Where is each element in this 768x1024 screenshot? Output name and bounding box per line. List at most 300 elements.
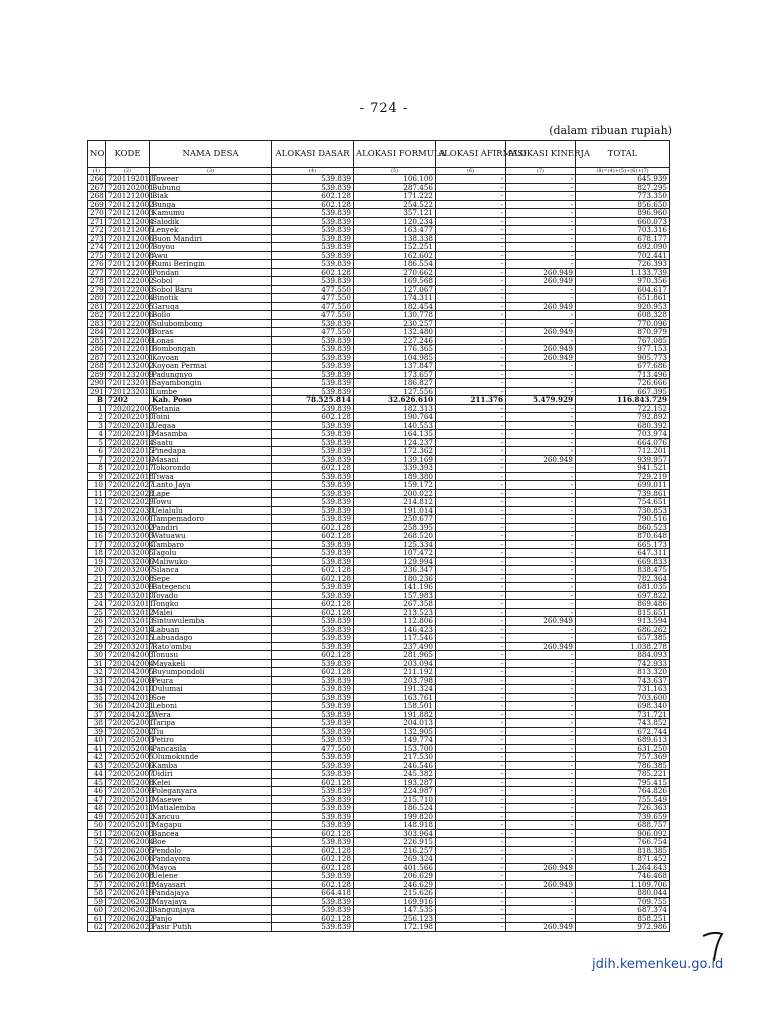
row-total: 795.415 bbox=[576, 778, 670, 787]
row-alokasi-kinerja: 260.949 bbox=[506, 345, 576, 354]
row-kode: 7202032004 bbox=[106, 540, 150, 549]
row-no: 36 bbox=[88, 702, 106, 711]
row-alokasi-kinerja: - bbox=[506, 659, 576, 668]
row-total: 939.957 bbox=[576, 455, 670, 464]
row-kode: 7201212001 bbox=[106, 192, 150, 201]
row-alokasi-dasar: 539.839 bbox=[272, 370, 354, 379]
table-row bbox=[88, 243, 670, 252]
row-nama-desa: Kab. Poso bbox=[150, 396, 272, 405]
row-nama-desa: Sobol bbox=[150, 277, 272, 286]
row-alokasi-formula: 215.626 bbox=[354, 889, 436, 898]
row-alokasi-afirmasi: - bbox=[436, 549, 506, 558]
row-kode: 7202032017 bbox=[106, 642, 150, 651]
row-nama-desa: Pandayora bbox=[150, 855, 272, 864]
row-kode: 7202062008 bbox=[106, 872, 150, 881]
row-kode: 7201222004 bbox=[106, 294, 150, 303]
row-nama-desa: Pancasila bbox=[150, 744, 272, 753]
row-no: 47 bbox=[88, 795, 106, 804]
row-alokasi-kinerja: - bbox=[506, 404, 576, 413]
row-alokasi-kinerja: - bbox=[506, 489, 576, 498]
row-alokasi-kinerja: - bbox=[506, 651, 576, 660]
row-total: 818.385 bbox=[576, 846, 670, 855]
row-alokasi-formula: 152.251 bbox=[354, 243, 436, 252]
row-no: 30 bbox=[88, 651, 106, 660]
row-alokasi-kinerja: - bbox=[506, 591, 576, 600]
row-alokasi-kinerja: 260.949 bbox=[506, 880, 576, 889]
row-alokasi-kinerja: - bbox=[506, 549, 576, 558]
row-alokasi-kinerja: 260.949 bbox=[506, 302, 576, 311]
row-nama-desa: Toweer bbox=[150, 175, 272, 184]
row-alokasi-afirmasi: - bbox=[436, 532, 506, 541]
row-kode: 7202032010 bbox=[106, 591, 150, 600]
table-row bbox=[88, 600, 670, 609]
row-alokasi-formula: 254.522 bbox=[354, 200, 436, 209]
row-no: 8 bbox=[88, 464, 106, 473]
row-alokasi-dasar: 539.839 bbox=[272, 557, 354, 566]
table-row bbox=[88, 362, 670, 371]
row-kode: 7202042010 bbox=[106, 685, 150, 694]
row-alokasi-kinerja: - bbox=[506, 472, 576, 481]
row-alokasi-afirmasi: - bbox=[436, 302, 506, 311]
row-alokasi-afirmasi: - bbox=[436, 200, 506, 209]
row-alokasi-dasar: 539.839 bbox=[272, 897, 354, 906]
row-total: 709.755 bbox=[576, 897, 670, 906]
row-nama-desa: Kamba bbox=[150, 761, 272, 770]
header-alokasi-formula: ALOKASI FORMULA bbox=[354, 141, 436, 168]
row-alokasi-formula: 104.985 bbox=[354, 353, 436, 362]
row-alokasi-dasar: 539.839 bbox=[272, 659, 354, 668]
row-alokasi-afirmasi: - bbox=[436, 642, 506, 651]
row-nama-desa: Toini bbox=[150, 413, 272, 422]
row-alokasi-kinerja: - bbox=[506, 319, 576, 328]
row-total: 687.374 bbox=[576, 906, 670, 915]
row-alokasi-dasar: 602.128 bbox=[272, 778, 354, 787]
row-alokasi-kinerja: - bbox=[506, 209, 576, 218]
row-alokasi-kinerja: - bbox=[506, 855, 576, 864]
row-nama-desa: Labuadago bbox=[150, 634, 272, 643]
row-total: 665.173 bbox=[576, 540, 670, 549]
row-total: 697.822 bbox=[576, 591, 670, 600]
row-kode: 7202062019 bbox=[106, 889, 150, 898]
row-alokasi-dasar: 539.839 bbox=[272, 642, 354, 651]
table-row bbox=[88, 319, 670, 328]
row-no: 283 bbox=[88, 319, 106, 328]
row-alokasi-formula: 199.820 bbox=[354, 812, 436, 821]
row-alokasi-kinerja: - bbox=[506, 753, 576, 762]
row-alokasi-afirmasi: - bbox=[436, 251, 506, 260]
row-alokasi-kinerja: - bbox=[506, 625, 576, 634]
row-alokasi-dasar: 602.128 bbox=[272, 413, 354, 422]
row-alokasi-dasar: 664.418 bbox=[272, 889, 354, 898]
table-row bbox=[88, 727, 670, 736]
row-no: 13 bbox=[88, 506, 106, 515]
row-kode: 7202062004 bbox=[106, 838, 150, 847]
row-nama-desa: Buon Mandiri bbox=[150, 234, 272, 243]
table-row bbox=[88, 923, 670, 932]
row-no: 35 bbox=[88, 693, 106, 702]
row-alokasi-kinerja: - bbox=[506, 498, 576, 507]
row-alokasi-kinerja: - bbox=[506, 175, 576, 184]
row-kode: 7201222002 bbox=[106, 277, 150, 286]
row-alokasi-dasar: 602.128 bbox=[272, 668, 354, 677]
row-nama-desa: Garuga bbox=[150, 302, 272, 311]
row-kode: 7202042003 bbox=[106, 651, 150, 660]
row-nama-desa: Tongko bbox=[150, 600, 272, 609]
row-no: 59 bbox=[88, 897, 106, 906]
row-kode: 7202052006 bbox=[106, 761, 150, 770]
row-alokasi-afirmasi: - bbox=[436, 294, 506, 303]
row-total: 702.441 bbox=[576, 251, 670, 260]
row-nama-desa: Biak bbox=[150, 192, 272, 201]
column-index: (3) bbox=[150, 168, 272, 175]
table-row bbox=[88, 617, 670, 626]
table-row bbox=[88, 685, 670, 694]
row-alokasi-afirmasi: - bbox=[436, 464, 506, 473]
row-kode: 7201212003 bbox=[106, 209, 150, 218]
row-nama-desa: Kancuu bbox=[150, 812, 272, 821]
row-alokasi-dasar: 539.839 bbox=[272, 234, 354, 243]
row-total: 792.892 bbox=[576, 413, 670, 422]
row-total: 604.617 bbox=[576, 285, 670, 294]
row-alokasi-dasar: 539.839 bbox=[272, 387, 354, 396]
header-alokasi-dasar: ALOKASI DASAR bbox=[272, 141, 354, 168]
row-no: 271 bbox=[88, 217, 106, 226]
row-alokasi-dasar: 602.128 bbox=[272, 855, 354, 864]
row-total: 860.523 bbox=[576, 523, 670, 532]
row-total: 972.986 bbox=[576, 923, 670, 932]
row-nama-desa: Pinedapa bbox=[150, 447, 272, 456]
row-no: 1 bbox=[88, 404, 106, 413]
row-alokasi-dasar: 539.839 bbox=[272, 838, 354, 847]
row-alokasi-formula: 230.257 bbox=[354, 319, 436, 328]
row-alokasi-formula: 206.629 bbox=[354, 872, 436, 881]
row-total: 726.363 bbox=[576, 804, 670, 813]
row-alokasi-dasar: 539.839 bbox=[272, 243, 354, 252]
row-alokasi-afirmasi: - bbox=[436, 260, 506, 269]
row-alokasi-kinerja: - bbox=[506, 413, 576, 422]
row-nama-desa: Lanto Jaya bbox=[150, 481, 272, 490]
row-alokasi-dasar: 539.839 bbox=[272, 804, 354, 813]
row-alokasi-formula: 189.380 bbox=[354, 472, 436, 481]
row-kode: 7202022028 bbox=[106, 489, 150, 498]
row-no: 12 bbox=[88, 498, 106, 507]
row-alokasi-afirmasi: - bbox=[436, 209, 506, 218]
row-kode: 7202032012 bbox=[106, 608, 150, 617]
row-nama-desa: Rumi Beringin bbox=[150, 260, 272, 269]
row-alokasi-formula: 246.629 bbox=[354, 880, 436, 889]
row-alokasi-afirmasi: - bbox=[436, 387, 506, 396]
row-alokasi-afirmasi: - bbox=[436, 226, 506, 235]
table-row bbox=[88, 209, 670, 218]
row-alokasi-formula: 258.395 bbox=[354, 523, 436, 532]
row-alokasi-dasar: 539.839 bbox=[272, 345, 354, 354]
row-kode: 7201222001 bbox=[106, 268, 150, 277]
row-alokasi-formula: 217.530 bbox=[354, 753, 436, 762]
row-kode: 7202032013 bbox=[106, 617, 150, 626]
table-row bbox=[88, 481, 670, 490]
row-kode: 7202022007 bbox=[106, 404, 150, 413]
row-alokasi-afirmasi: - bbox=[436, 421, 506, 430]
row-nama-desa: Betania bbox=[150, 404, 272, 413]
row-alokasi-dasar: 539.839 bbox=[272, 404, 354, 413]
row-nama-desa: Masamba bbox=[150, 430, 272, 439]
column-index: (8)=(4)+(5)+(6)+(7) bbox=[576, 168, 670, 175]
row-alokasi-kinerja: - bbox=[506, 294, 576, 303]
row-alokasi-kinerja: - bbox=[506, 736, 576, 745]
row-total: 977.153 bbox=[576, 345, 670, 354]
row-kode: 7201212009 bbox=[106, 260, 150, 269]
row-alokasi-afirmasi: - bbox=[436, 889, 506, 898]
row-alokasi-formula: 269.324 bbox=[354, 855, 436, 864]
row-alokasi-formula: 147.535 bbox=[354, 906, 436, 915]
row-kode: 7202062003 bbox=[106, 829, 150, 838]
row-kode: 7202052011 bbox=[106, 804, 150, 813]
row-alokasi-dasar: 477.550 bbox=[272, 285, 354, 294]
row-total: 678.177 bbox=[576, 234, 670, 243]
row-no: 23 bbox=[88, 591, 106, 600]
row-alokasi-dasar: 602.128 bbox=[272, 829, 354, 838]
row-kode: 7201212002 bbox=[106, 200, 150, 209]
row-alokasi-dasar: 539.839 bbox=[272, 906, 354, 915]
row-no: 41 bbox=[88, 744, 106, 753]
row-nama-desa: Tonusu bbox=[150, 651, 272, 660]
row-nama-desa: Petiro bbox=[150, 736, 272, 745]
row-alokasi-formula: 158.501 bbox=[354, 702, 436, 711]
row-no: 57 bbox=[88, 880, 106, 889]
row-alokasi-formula: 182.313 bbox=[354, 404, 436, 413]
row-alokasi-kinerja: - bbox=[506, 574, 576, 583]
row-alokasi-formula: 401.566 bbox=[354, 863, 436, 872]
row-alokasi-formula: 127.067 bbox=[354, 285, 436, 294]
row-nama-desa: Koyoan bbox=[150, 353, 272, 362]
row-no: 286 bbox=[88, 345, 106, 354]
row-alokasi-dasar: 539.839 bbox=[272, 634, 354, 643]
row-alokasi-afirmasi: - bbox=[436, 183, 506, 192]
row-kode: 7202062020 bbox=[106, 897, 150, 906]
row-no: 37 bbox=[88, 710, 106, 719]
row-no: 282 bbox=[88, 311, 106, 320]
row-alokasi-dasar: 539.839 bbox=[272, 472, 354, 481]
row-alokasi-dasar: 539.839 bbox=[272, 676, 354, 685]
row-nama-desa: Wera bbox=[150, 710, 272, 719]
row-alokasi-formula: 163.477 bbox=[354, 226, 436, 235]
row-alokasi-dasar: 602.128 bbox=[272, 566, 354, 575]
row-alokasi-afirmasi: - bbox=[436, 685, 506, 694]
row-alokasi-afirmasi: - bbox=[436, 914, 506, 923]
row-alokasi-afirmasi: - bbox=[436, 634, 506, 643]
row-alokasi-formula: 256.123 bbox=[354, 914, 436, 923]
row-no: 58 bbox=[88, 889, 106, 898]
row-alokasi-kinerja: 5.479.929 bbox=[506, 396, 576, 405]
row-no: 275 bbox=[88, 251, 106, 260]
row-kode: 7202052009 bbox=[106, 787, 150, 796]
row-nama-desa: Mayoa bbox=[150, 863, 272, 872]
row-nama-desa: Uelene bbox=[150, 872, 272, 881]
row-total: 790.516 bbox=[576, 515, 670, 524]
row-alokasi-formula: 357.121 bbox=[354, 209, 436, 218]
row-alokasi-dasar: 539.839 bbox=[272, 277, 354, 286]
row-kode: 7202 bbox=[106, 396, 150, 405]
row-total: 870.979 bbox=[576, 328, 670, 337]
footer-link[interactable]: jdih.kemenkeu.go.id bbox=[592, 957, 724, 972]
row-alokasi-afirmasi: - bbox=[436, 591, 506, 600]
row-alokasi-formula: 281.965 bbox=[354, 651, 436, 660]
row-alokasi-dasar: 539.839 bbox=[272, 455, 354, 464]
row-kode: 7202042009 bbox=[106, 676, 150, 685]
row-alokasi-formula: 215.710 bbox=[354, 795, 436, 804]
row-no: 5 bbox=[88, 438, 106, 447]
row-alokasi-afirmasi: - bbox=[436, 795, 506, 804]
row-nama-desa: Bollo bbox=[150, 311, 272, 320]
row-no: 14 bbox=[88, 515, 106, 524]
row-alokasi-dasar: 539.839 bbox=[272, 693, 354, 702]
row-no: 52 bbox=[88, 838, 106, 847]
row-nama-desa: Koyoan Permai bbox=[150, 362, 272, 371]
row-nama-desa: Sulubombong bbox=[150, 319, 272, 328]
row-alokasi-afirmasi: - bbox=[436, 880, 506, 889]
row-no: 26 bbox=[88, 617, 106, 626]
row-total: 757.369 bbox=[576, 753, 670, 762]
row-nama-desa: Bancea bbox=[150, 829, 272, 838]
row-alokasi-afirmasi: - bbox=[436, 328, 506, 337]
table-row bbox=[88, 345, 670, 354]
row-alokasi-afirmasi: - bbox=[436, 600, 506, 609]
row-alokasi-formula: 204.013 bbox=[354, 719, 436, 728]
row-total: 730.853 bbox=[576, 506, 670, 515]
header-kode: KODE bbox=[106, 141, 150, 168]
table-row bbox=[88, 829, 670, 838]
table-row bbox=[88, 311, 670, 320]
row-alokasi-kinerja: - bbox=[506, 540, 576, 549]
row-total: 815.651 bbox=[576, 608, 670, 617]
row-nama-desa: Lenyek bbox=[150, 226, 272, 235]
header-no: NO bbox=[88, 141, 106, 168]
row-total: 731.163 bbox=[576, 685, 670, 694]
row-kode: 7201222009 bbox=[106, 336, 150, 345]
row-no: 61 bbox=[88, 914, 106, 923]
row-alokasi-afirmasi: - bbox=[436, 515, 506, 524]
row-alokasi-dasar: 539.839 bbox=[272, 506, 354, 515]
row-alokasi-dasar: 602.128 bbox=[272, 600, 354, 609]
row-total: 782.364 bbox=[576, 574, 670, 583]
row-nama-desa: Bangunjaya bbox=[150, 906, 272, 915]
row-nama-desa: Mayasari bbox=[150, 880, 272, 889]
row-alokasi-dasar: 539.839 bbox=[272, 226, 354, 235]
row-nama-desa: Lape bbox=[150, 489, 272, 498]
row-alokasi-kinerja: 260.949 bbox=[506, 268, 576, 277]
row-total: 712.201 bbox=[576, 447, 670, 456]
row-no: 284 bbox=[88, 328, 106, 337]
row-alokasi-afirmasi: - bbox=[436, 413, 506, 422]
row-alokasi-kinerja: - bbox=[506, 778, 576, 787]
row-no: 43 bbox=[88, 761, 106, 770]
row-alokasi-formula: 153.700 bbox=[354, 744, 436, 753]
row-alokasi-formula: 227.246 bbox=[354, 336, 436, 345]
row-nama-desa: Salodik bbox=[150, 217, 272, 226]
row-alokasi-formula: 124.237 bbox=[354, 438, 436, 447]
table-row bbox=[88, 804, 670, 813]
row-alokasi-afirmasi: - bbox=[436, 498, 506, 507]
row-alokasi-afirmasi: - bbox=[436, 659, 506, 668]
row-no: 7 bbox=[88, 455, 106, 464]
row-alokasi-afirmasi: - bbox=[436, 693, 506, 702]
row-kode: 7202062018 bbox=[106, 880, 150, 889]
row-alokasi-formula: 237.490 bbox=[354, 642, 436, 651]
column-index: (6) bbox=[436, 168, 506, 175]
row-total: 726.666 bbox=[576, 379, 670, 388]
row-alokasi-formula: 190.764 bbox=[354, 413, 436, 422]
table-row bbox=[88, 668, 670, 677]
row-nama-desa: Magapu bbox=[150, 821, 272, 830]
row-no: 9 bbox=[88, 472, 106, 481]
table-row bbox=[88, 379, 670, 388]
row-nama-desa: Towu bbox=[150, 498, 272, 507]
table-row bbox=[88, 226, 670, 235]
row-nama-desa: Binotik bbox=[150, 294, 272, 303]
row-nama-desa: Tambaro bbox=[150, 540, 272, 549]
row-alokasi-afirmasi: - bbox=[436, 744, 506, 753]
row-total: 647.311 bbox=[576, 549, 670, 558]
row-no: 21 bbox=[88, 574, 106, 583]
table-row bbox=[88, 464, 670, 473]
row-alokasi-dasar: 539.839 bbox=[272, 430, 354, 439]
row-alokasi-kinerja: - bbox=[506, 523, 576, 532]
row-no: 4 bbox=[88, 430, 106, 439]
row-alokasi-formula: 130.778 bbox=[354, 311, 436, 320]
row-alokasi-dasar: 539.839 bbox=[272, 489, 354, 498]
row-nama-desa: Pondan bbox=[150, 268, 272, 277]
row-alokasi-dasar: 602.128 bbox=[272, 464, 354, 473]
row-no: 25 bbox=[88, 608, 106, 617]
row-alokasi-formula: 174.311 bbox=[354, 294, 436, 303]
row-alokasi-kinerja: - bbox=[506, 889, 576, 898]
row-total: 726.393 bbox=[576, 260, 670, 269]
table-row bbox=[88, 770, 670, 779]
row-alokasi-afirmasi: - bbox=[436, 268, 506, 277]
row-alokasi-formula: 200.022 bbox=[354, 489, 436, 498]
row-total: 742.933 bbox=[576, 659, 670, 668]
row-alokasi-afirmasi: - bbox=[436, 719, 506, 728]
row-no: 267 bbox=[88, 183, 106, 192]
row-alokasi-dasar: 539.839 bbox=[272, 319, 354, 328]
table-row bbox=[88, 515, 670, 524]
row-alokasi-formula: 245.382 bbox=[354, 770, 436, 779]
row-alokasi-formula: 250.677 bbox=[354, 515, 436, 524]
row-nama-desa: Bombongan bbox=[150, 345, 272, 354]
row-alokasi-formula: 211.192 bbox=[354, 668, 436, 677]
table-row bbox=[88, 268, 670, 277]
row-no: 288 bbox=[88, 362, 106, 371]
row-total: 698.340 bbox=[576, 702, 670, 711]
row-nama-desa: Sepe bbox=[150, 574, 272, 583]
table-row bbox=[88, 855, 670, 864]
row-kode: 7202042019 bbox=[106, 693, 150, 702]
row-alokasi-kinerja: - bbox=[506, 438, 576, 447]
row-alokasi-formula: 186.524 bbox=[354, 804, 436, 813]
row-alokasi-afirmasi: - bbox=[436, 430, 506, 439]
row-alokasi-formula: 236.347 bbox=[354, 566, 436, 575]
row-nama-desa: Bunga bbox=[150, 200, 272, 209]
row-alokasi-kinerja: - bbox=[506, 846, 576, 855]
row-alokasi-kinerja: - bbox=[506, 251, 576, 260]
row-alokasi-afirmasi: - bbox=[436, 455, 506, 464]
row-nama-desa: Panjo bbox=[150, 914, 272, 923]
row-alokasi-kinerja: 260.949 bbox=[506, 863, 576, 872]
row-alokasi-afirmasi: - bbox=[436, 812, 506, 821]
row-no: 290 bbox=[88, 379, 106, 388]
row-no: 33 bbox=[88, 676, 106, 685]
row-alokasi-formula: 224.987 bbox=[354, 787, 436, 796]
